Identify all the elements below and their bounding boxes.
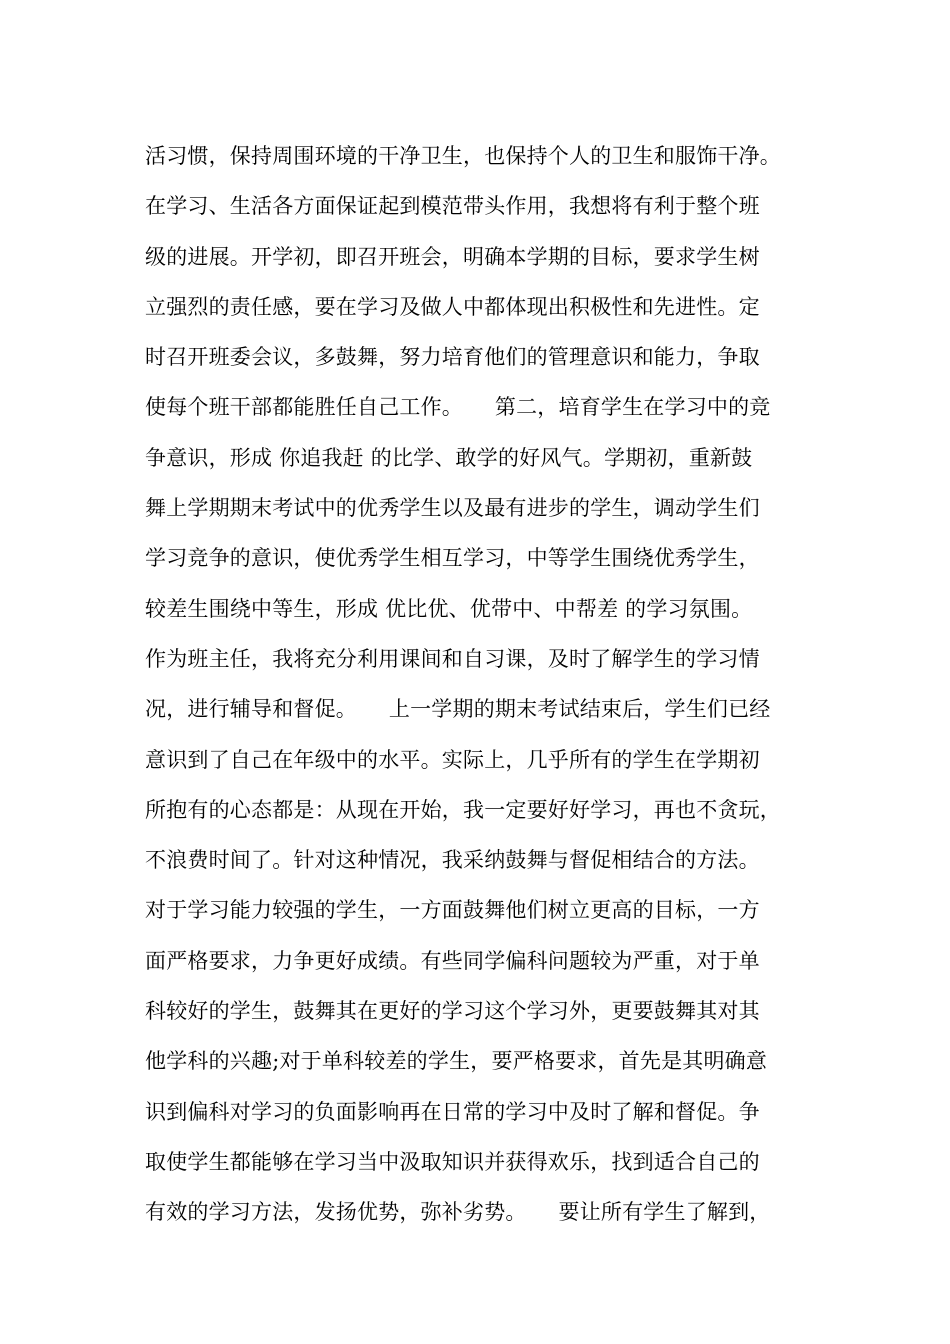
text-line: 级的进展。开学初，即召开班会，明确本学期的目标，要求学生树 (145, 244, 760, 269)
text-line: 意识到了自己在年级中的水平。实际上，几乎所有的学生在学期初 (145, 747, 760, 772)
text-line: 活习惯，保持周围环境的干净卫生，也保持个人的卫生和服饰干净。 (145, 144, 781, 168)
text-line: 有效的学习方法，发扬优势，弥补劣势。 要让所有学生了解到， (145, 1200, 771, 1225)
text-line: 舞上学期期末考试中的优秀学生以及最有进步的学生，调动学生们 (145, 496, 760, 521)
text-line: 所抱有的心态都是：从现在开始，我一定要好好学习，再也不贪玩， (145, 797, 781, 822)
text-line: 使每个班干部都能胜任自己工作。 第二，培育学生在学习中的竞 (145, 395, 771, 420)
text-line: 面严格要求，力争更好成绩。有些同学偏科问题较为严重，对于单 (145, 948, 760, 973)
text-line: 科较好的学生，鼓舞其在更好的学习这个学习外，更要鼓舞其对其 (145, 999, 760, 1024)
text-line: 不浪费时间了。针对这种情况，我采纳鼓舞与督促相结合的方法。 (145, 848, 760, 873)
text-line: 争意识，形成 你追我赶 的比学、敢学的好风气。学期初，重新鼓 (145, 445, 753, 470)
text-line: 取使学生都能够在学习当中汲取知识并获得欢乐，找到适合自己的 (145, 1149, 760, 1174)
text-line: 他学科的兴趣;对于单科较差的学生，要严格要求，首先是其明确意 (145, 1049, 768, 1074)
text-line: 立强烈的责任感，要在学习及做人中都体现出积极性和先进性。定 (145, 294, 760, 319)
text-line: 较差生围绕中等生，形成 优比优、优带中、中帮差 的学习氛围。 (145, 596, 753, 621)
text-line: 时召开班委会议，多鼓舞，努力培育他们的管理意识和能力，争取 (145, 345, 760, 370)
text-line: 对于学习能力较强的学生，一方面鼓舞他们树立更高的目标，一方 (145, 898, 760, 923)
text-line: 在学习、生活各方面保证起到模范带头作用，我想将有利于整个班 (145, 194, 760, 219)
text-line: 学习竞争的意识，使优秀学生相互学习，中等学生围绕优秀学生， (145, 546, 760, 571)
text-line: 况，进行辅导和督促。 上一学期的期末考试结束后，学生们已经 (145, 697, 771, 722)
text-line: 识到偏科对学习的负面影响再在日常的学习中及时了解和督促。争 (145, 1099, 760, 1124)
text-line: 作为班主任，我将充分利用课间和自习课，及时了解学生的学习情 (145, 646, 760, 671)
body-text (145, 131, 835, 1238)
